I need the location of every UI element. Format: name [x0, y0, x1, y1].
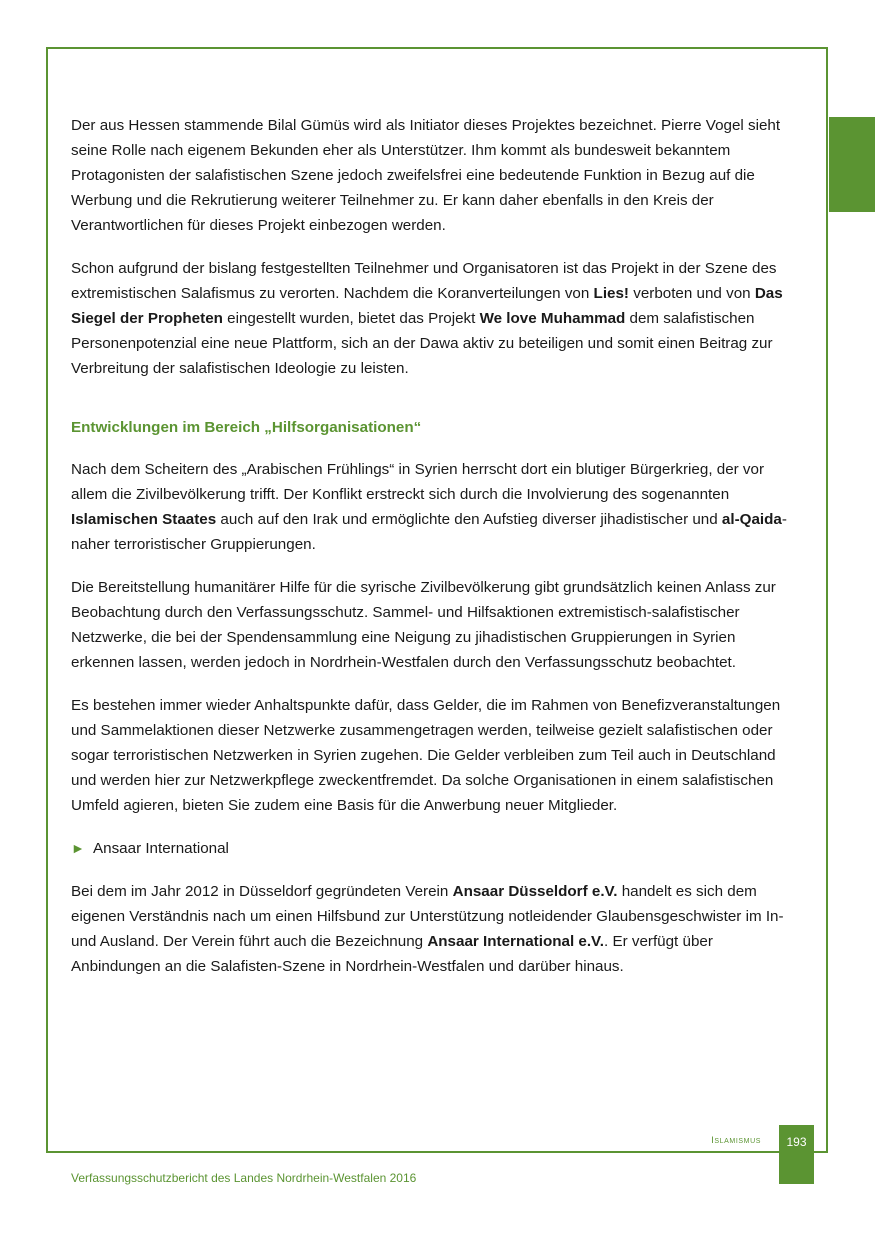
project-siegel-der-propheten: Das Siegel der Propheten: [71, 285, 783, 327]
paragraph-2-text-3: eingestellt wurden, bietet das Projekt: [222, 310, 480, 327]
section-heading: Entwicklungen im Bereich „Hilfsorganisationen“: [71, 419, 422, 436]
paragraph-4: Die Bereitstellung humanitärer Hilfe für die syrische Zivilbevölkerung gibt grundsätzlich keinen Anlass zur Beobachtung durch den Verfassungsschutz. Sammel- und Hilfsaktionen extremistisch-salafistischer Netzwerke, die bei der Spendensammlung eine Neigung zu jihadistischen Gruppierungen in Syrien erkennen lassen, werden jedoch in Nordrhein-Westfalen durch den Verfassungsschutz beobachtet.: [71, 579, 776, 671]
paragraph-2-text-1: Schon aufgrund der bislang festgestellten Teilnehmer und Organisatoren ist das Projekt in der Szene des extremistischen Salafismus zu verorten. Nachdem die Koranverteilungen von: [71, 260, 777, 302]
paragraph-2-text-4: dem salafistischen Personenpotenzial eine neue Plattform, sich an der Dawa aktiv zu beteiligen und somit einen Beitrag zur Verbreitung der salafistischen Ideologie zu leisten.: [71, 310, 773, 377]
page-number: 193: [779, 1125, 814, 1184]
main-content: [71, 113, 791, 997]
term-al-qaida: al-Qaida: [721, 511, 782, 528]
paragraph-2: [71, 256, 791, 381]
paragraph-1: Der aus Hessen stammende Bilal Gümüs wird als Initiator dieses Projektes bezeichnet. Pierre Vogel sieht seine Rolle nach eigenem Bekunden eher als Unterstützer. Ihm kommt als bundesweit bekanntem Protagonisten der salafistischen Szene jedoch zweifelsfrei eine bedeutende Funktion in Bezug auf die Werbung und die Rekrutierung weiterer Teilnehmer zu. Er kann daher ebenfalls in den Kreis der Verantwortlichen für dieses Projekt einbezogen werden.: [71, 117, 781, 234]
term-islamischer-staat: Islamischen Staates: [71, 511, 217, 528]
paragraph-6-text-2: handelt es sich dem eigenen Verständnis nach um einen Hilfsbund zur Unterstützung notleidender Glaubensgeschwister im In- und Ausland. Der Verein führt auch die Bezeichnung: [71, 883, 784, 950]
project-we-love-muhammad: We love Muhammad: [479, 310, 626, 327]
org-ansaar-international: Ansaar International e.V.: [427, 933, 604, 950]
paragraph-6-text-1: Bei dem im Jahr 2012 in Düsseldorf gegründeten Verein: [71, 883, 453, 900]
bullet-ansaar-international: [71, 836, 791, 861]
section-label: Islamismus: [711, 1135, 761, 1146]
paragraph-5: Es bestehen immer wieder Anhaltspunkte dafür, dass Gelder, die im Rahmen von Benefizveranstaltungen und Sammelaktionen dieser Netzwerke zusammengetragen werden, teilweise gezielt salafistischen oder sogar terroristischen Netzwerken in Syrien zugehen. Die Gelder verbleiben zum Teil auch in Deutschland und werden hier zur Netzwerkpflege zweckentfremdet. Da solche Organisationen in einem salafistischen Umfeld agieren, bieten Sie zudem eine Basis für die Anwerbung neuer Mitglieder.: [71, 697, 781, 814]
paragraph-2-text-2: verboten und von: [629, 285, 755, 302]
paragraph-6: [71, 879, 791, 979]
bullet-label: Ansaar International: [93, 840, 229, 857]
publication-footer: Verfassungsschutzbericht des Landes Nordrhein-Westfalen 2016: [71, 1171, 417, 1185]
paragraph-3-text-1: Nach dem Scheitern des „Arabischen Frühlings“ in Syrien herrscht dort ein blutiger Bürgerkrieg, der vor allem die Zivilbevölkerung trifft. Der Konflikt erstreckt sich durch die Involvierung des sogenannten: [71, 461, 765, 503]
chapter-tab-marker: [829, 117, 875, 212]
paragraph-3: [71, 457, 791, 557]
paragraph-3-text-2: auch auf den Irak und ermöglichte den Aufstieg diverser jihadistischer und: [216, 511, 722, 528]
paragraph-3-text-3: -naher terroristischer Gruppierungen.: [71, 511, 787, 553]
project-lies: Lies!: [593, 285, 629, 302]
org-ansaar-duesseldorf: Ansaar Düsseldorf e.V.: [452, 883, 618, 900]
triangle-right-icon: ►: [71, 840, 85, 856]
paragraph-6-text-3: . Er verfügt über Anbindungen an die Salafisten-Szene in Nordrhein-Westfalen und darüber hinaus.: [71, 933, 713, 975]
